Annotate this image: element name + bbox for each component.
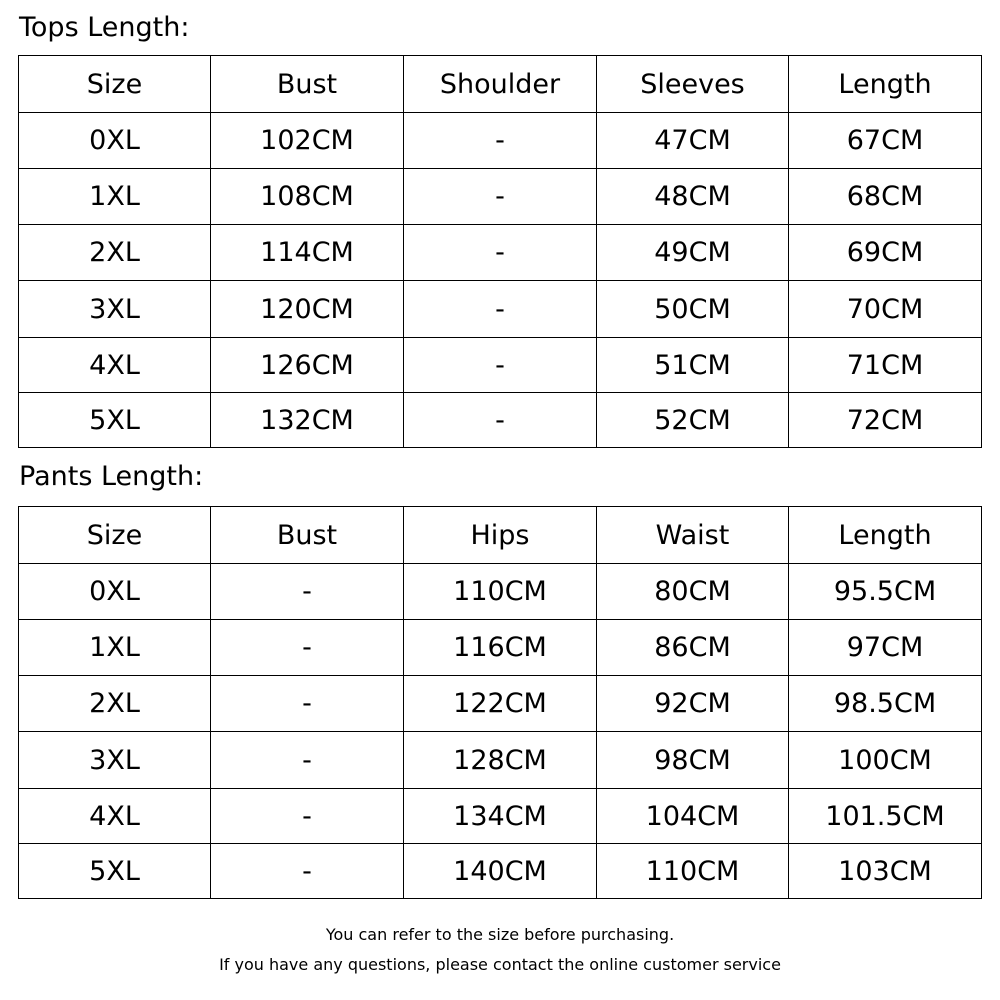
- pants-section-title: Pants Length:: [19, 461, 204, 492]
- table-cell: -: [404, 113, 597, 169]
- column-header: Size: [19, 507, 211, 564]
- table-cell: -: [211, 844, 404, 899]
- table-row: [19, 844, 982, 899]
- table-cell: 5XL: [19, 844, 211, 899]
- table-cell: 5XL: [19, 393, 211, 448]
- table-cell: -: [211, 676, 404, 732]
- table-cell: 80CM: [597, 564, 789, 620]
- table-row: [19, 225, 982, 281]
- column-header: Bust: [211, 56, 404, 113]
- table-header-row: [19, 56, 982, 113]
- table-cell: 97CM: [789, 620, 982, 676]
- table-cell: 47CM: [597, 113, 789, 169]
- table-row: [19, 676, 982, 732]
- table-cell: 132CM: [211, 393, 404, 448]
- table-cell: 4XL: [19, 338, 211, 393]
- table-cell: 140CM: [404, 844, 597, 899]
- size-reference-note: You can refer to the size before purchasing.: [325, 925, 675, 944]
- column-header: Sleeves: [597, 56, 789, 113]
- table-cell: 1XL: [19, 169, 211, 225]
- table-cell: 2XL: [19, 676, 211, 732]
- table-cell: 4XL: [19, 789, 211, 844]
- column-header: Length: [789, 507, 982, 564]
- table-cell: -: [404, 393, 597, 448]
- table-cell: 102CM: [211, 113, 404, 169]
- table-row: [19, 732, 982, 789]
- table-cell: 98CM: [597, 732, 789, 789]
- table-cell: 134CM: [404, 789, 597, 844]
- column-header: Bust: [211, 507, 404, 564]
- tops-section-title: Tops Length:: [19, 12, 190, 43]
- table-cell: 70CM: [789, 281, 982, 338]
- table-cell: -: [211, 732, 404, 789]
- table-cell: 95.5CM: [789, 564, 982, 620]
- table-row: [19, 169, 982, 225]
- table-cell: 49CM: [597, 225, 789, 281]
- customer-service-note: If you have any questions, please contact the online customer service: [219, 955, 781, 974]
- table-cell: 68CM: [789, 169, 982, 225]
- table-cell: 1XL: [19, 620, 211, 676]
- table-cell: 116CM: [404, 620, 597, 676]
- table-cell: 51CM: [597, 338, 789, 393]
- table-cell: 3XL: [19, 732, 211, 789]
- table-cell: 126CM: [211, 338, 404, 393]
- table-cell: 110CM: [597, 844, 789, 899]
- table-row: [19, 338, 982, 393]
- table-cell: 92CM: [597, 676, 789, 732]
- table-cell: 104CM: [597, 789, 789, 844]
- pants-size-table: [18, 506, 982, 899]
- column-header: Size: [19, 56, 211, 113]
- column-header: Shoulder: [404, 56, 597, 113]
- table-header-row: [19, 507, 982, 564]
- table-row: [19, 113, 982, 169]
- table-cell: 48CM: [597, 169, 789, 225]
- table-cell: 100CM: [789, 732, 982, 789]
- table-cell: 52CM: [597, 393, 789, 448]
- table-cell: 72CM: [789, 393, 982, 448]
- table-cell: -: [211, 620, 404, 676]
- table-cell: 50CM: [597, 281, 789, 338]
- table-cell: -: [211, 789, 404, 844]
- table-cell: -: [404, 281, 597, 338]
- table-cell: 71CM: [789, 338, 982, 393]
- table-cell: 69CM: [789, 225, 982, 281]
- table-cell: 2XL: [19, 225, 211, 281]
- table-cell: 101.5CM: [789, 789, 982, 844]
- table-cell: 0XL: [19, 564, 211, 620]
- table-cell: 3XL: [19, 281, 211, 338]
- table-cell: -: [211, 564, 404, 620]
- table-cell: 86CM: [597, 620, 789, 676]
- table-cell: 110CM: [404, 564, 597, 620]
- table-cell: 103CM: [789, 844, 982, 899]
- table-cell: 98.5CM: [789, 676, 982, 732]
- table-cell: 128CM: [404, 732, 597, 789]
- table-cell: 0XL: [19, 113, 211, 169]
- table-cell: -: [404, 169, 597, 225]
- table-cell: 67CM: [789, 113, 982, 169]
- table-row: [19, 281, 982, 338]
- table-row: [19, 789, 982, 844]
- column-header: Hips: [404, 507, 597, 564]
- table-row: [19, 620, 982, 676]
- table-row: [19, 393, 982, 448]
- table-cell: 122CM: [404, 676, 597, 732]
- table-cell: -: [404, 338, 597, 393]
- table-cell: 108CM: [211, 169, 404, 225]
- table-row: [19, 564, 982, 620]
- table-cell: 120CM: [211, 281, 404, 338]
- column-header: Waist: [597, 507, 789, 564]
- column-header: Length: [789, 56, 982, 113]
- table-cell: -: [404, 225, 597, 281]
- tops-size-table: [18, 55, 982, 448]
- table-cell: 114CM: [211, 225, 404, 281]
